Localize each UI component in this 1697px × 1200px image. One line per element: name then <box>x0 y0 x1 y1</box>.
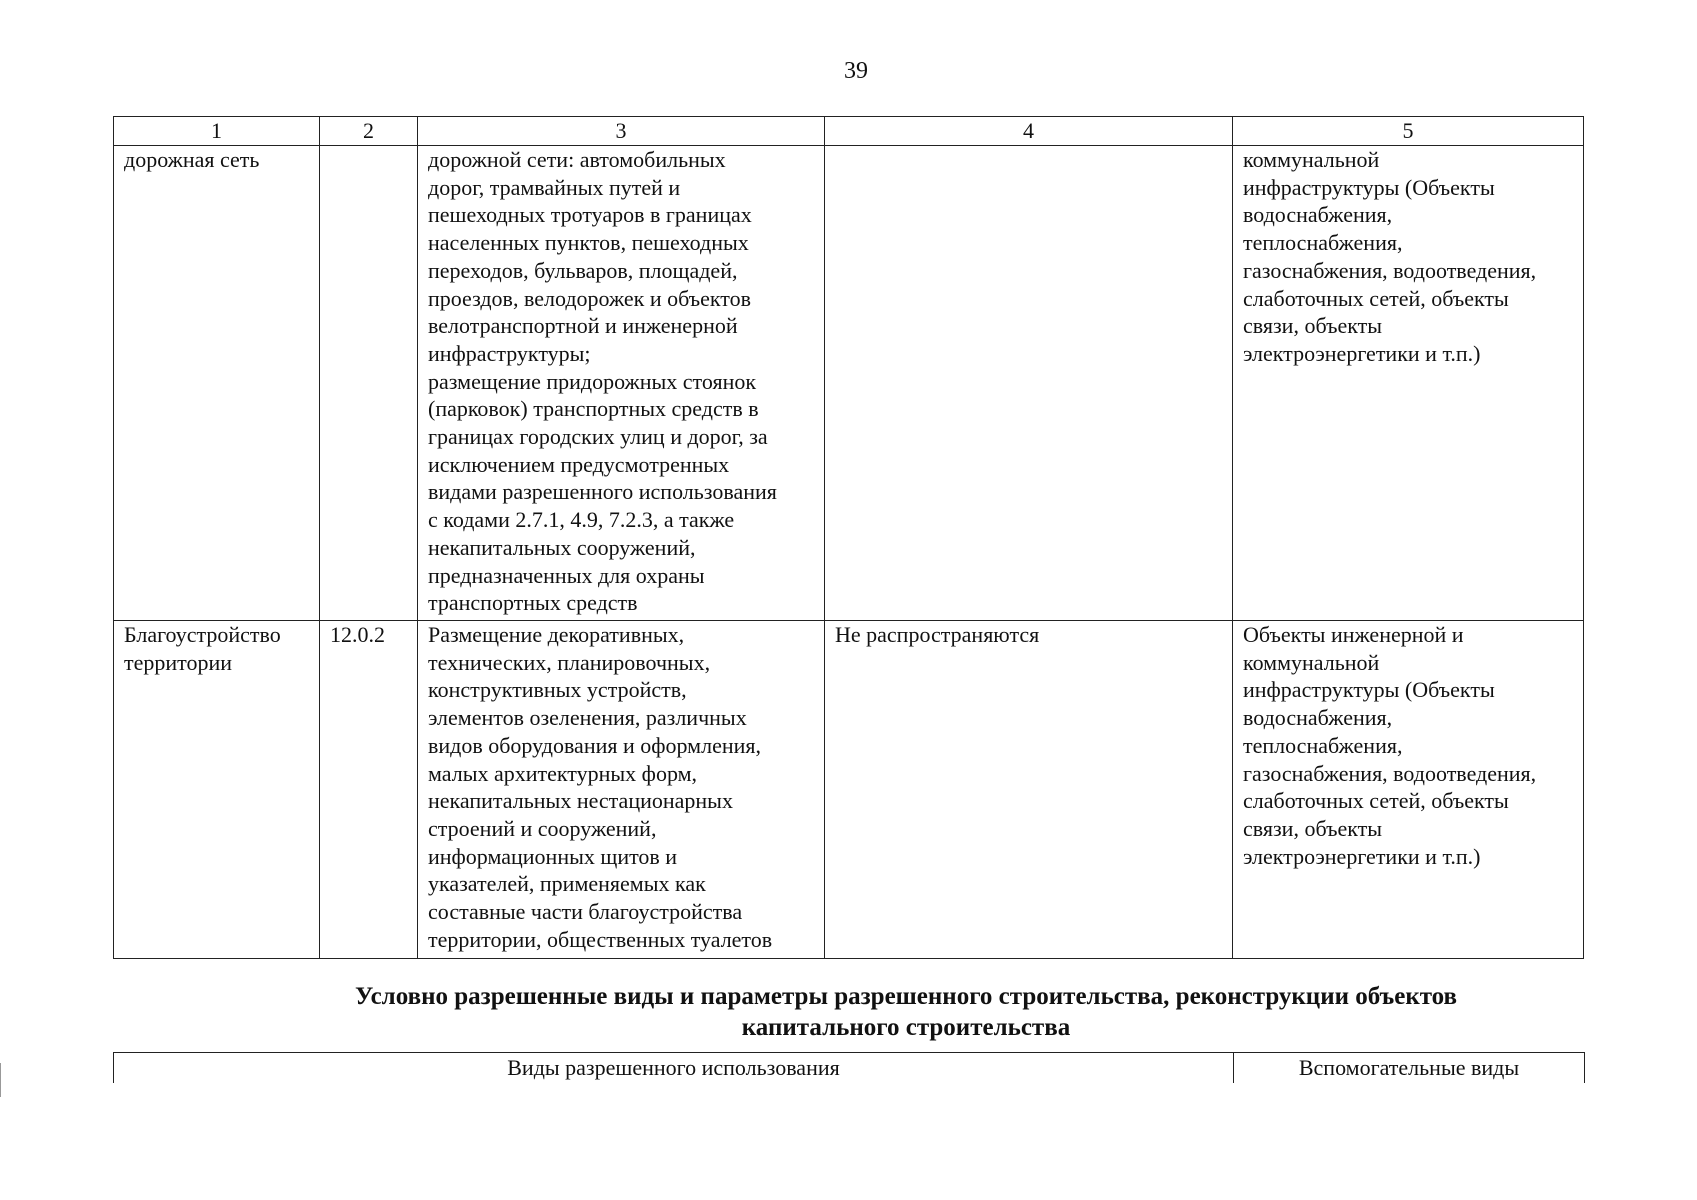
cell-text-line: предназначенных для охраны <box>428 562 705 588</box>
cell-text-line: технических, планировочных, <box>428 649 711 675</box>
cell-text-line: видов оборудования и оформления, <box>428 732 762 758</box>
cell-text-line: некапитальных нестационарных <box>428 788 733 814</box>
cell-text-line: переходов, бульваров, площадей, <box>428 257 738 283</box>
use-description-cell <box>418 146 825 621</box>
cell-text-line: территории, общественных туалетов <box>428 926 773 952</box>
cell-text-line: электроэнергетики и т.п.) <box>1243 843 1481 869</box>
scan-margin-mark <box>0 1063 11 1097</box>
parameters-cell <box>825 621 1233 959</box>
cell-text-line: велотранспортной и инженерной <box>428 313 738 339</box>
header-auxiliary-uses: Вспомогательные виды <box>1298 1055 1520 1080</box>
column-header-5: 5 <box>1233 117 1584 146</box>
use-code-cell <box>320 621 418 959</box>
section-title <box>0 981 1697 1043</box>
cell-text-line: слаботочных сетей, объекты <box>1243 285 1509 311</box>
auxiliary-uses-cell <box>1233 146 1584 621</box>
cell-text-line: конструктивных устройств, <box>428 677 687 703</box>
use-name-cell <box>114 146 320 621</box>
conditional-use-table-header <box>113 1052 1585 1083</box>
cell-text-line: проездов, велодорожек и объектов <box>428 285 751 311</box>
column-header-3: 3 <box>418 117 825 146</box>
cell-text-line: 12.0.2 <box>330 622 385 647</box>
cell-text-line: видами разрешенного использования <box>428 479 777 505</box>
cell-text-line: элементов озеленения, различных <box>428 705 747 731</box>
cell-text-line: теплоснабжения, <box>1243 732 1403 758</box>
cell-text-line: размещение придорожных стоянок <box>428 368 757 394</box>
page-number: 39 <box>844 58 868 84</box>
section-title-line-1: Условно разрешенные виды и параметры разрешенного строительства, реконструкции объектов <box>354 983 1458 1010</box>
cell-text-line: дорожной сети: автомобильных <box>428 147 726 172</box>
section-title-line-2: капитального строительства <box>741 1014 1071 1041</box>
cell-text-line: инфраструктуры (Объекты <box>1243 174 1495 200</box>
cell-text-line: указателей, применяемых как <box>428 871 706 897</box>
use-description-cell <box>418 621 825 959</box>
cell-text-line: пешеходных тротуаров в границах <box>428 202 752 228</box>
cell-text-line: коммунальной <box>1243 147 1380 172</box>
cell-text-line: (парковок) транспортных средств в <box>428 396 759 422</box>
cell-text-line: территории <box>124 649 233 675</box>
auxiliary-uses-cell <box>1233 621 1584 959</box>
cell-text-line: с кодами 2.7.1, 4.9, 7.2.3, а также <box>428 507 735 533</box>
column-header-4: 4 <box>825 117 1233 146</box>
table-header-row <box>114 117 1584 146</box>
table-row <box>114 621 1584 959</box>
cell-text-line: связи, объекты <box>1243 313 1383 339</box>
cell-text-line: связи, объекты <box>1243 815 1383 841</box>
cell-text-line: Благоустройство <box>124 622 281 647</box>
cell-text-line: Объекты инженерной и <box>1243 622 1464 647</box>
cell-text-line: теплоснабжения, <box>1243 230 1403 256</box>
cell-text-line: транспортных средств <box>428 590 638 616</box>
cell-text-line: строений и сооружений, <box>428 815 657 841</box>
cell-text-line: газоснабжения, водоотведения, <box>1243 760 1537 786</box>
cell-text-line: малых архитектурных форм, <box>428 760 698 786</box>
cell-text-line: дорог, трамвайных путей и <box>428 174 681 200</box>
cell-text-line: границах городских улиц и дорог, за <box>428 424 768 450</box>
column-header-2: 2 <box>320 117 418 146</box>
cell-text-line: газоснабжения, водоотведения, <box>1243 257 1537 283</box>
cell-text-line: некапитальных сооружений, <box>428 534 696 560</box>
cell-text-line: коммунальной <box>1243 649 1380 675</box>
cell-text-line: Размещение декоративных, <box>428 622 685 647</box>
cell-text-line: информационных щитов и <box>428 843 678 869</box>
use-name-cell <box>114 621 320 959</box>
cell-text-line: инфраструктуры (Объекты <box>1243 677 1495 703</box>
cell-text-line: слаботочных сетей, объекты <box>1243 788 1509 814</box>
table-row <box>114 146 1584 621</box>
column-header-1: 1 <box>114 117 320 146</box>
parameters-cell <box>825 146 1233 621</box>
use-code-cell <box>320 146 418 621</box>
cell-text-line: Не распространяются <box>835 622 1040 647</box>
permitted-use-table <box>113 116 1584 959</box>
header-permitted-uses: Виды разрешенного использования <box>507 1055 840 1080</box>
cell-text-line: исключением предусмотренных <box>428 451 730 477</box>
cell-text-line: населенных пунктов, пешеходных <box>428 230 749 256</box>
cell-text-line: инфраструктуры; <box>428 340 591 366</box>
cell-text-line: дорожная сеть <box>124 147 260 172</box>
cell-text-line: водоснабжения, <box>1243 705 1393 731</box>
cell-text-line: составные части благоустройства <box>428 899 743 925</box>
cell-text-line: водоснабжения, <box>1243 202 1393 228</box>
cell-text-line: электроэнергетики и т.п.) <box>1243 340 1481 366</box>
